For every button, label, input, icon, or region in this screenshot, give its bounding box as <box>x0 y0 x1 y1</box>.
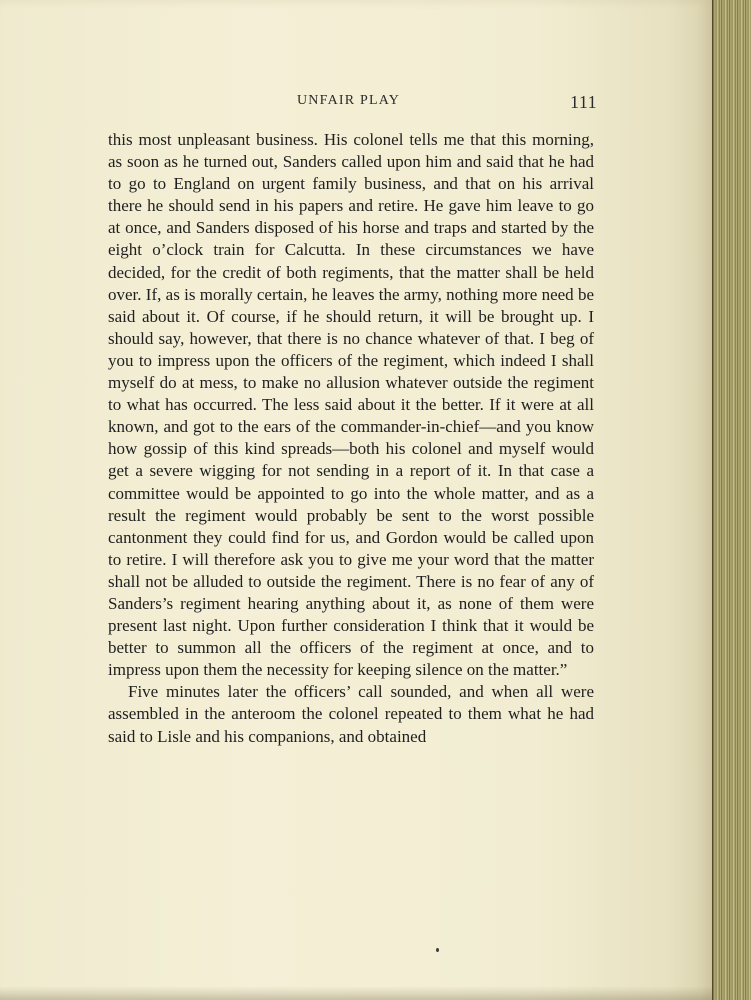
page-bottom-shadow <box>0 986 712 1000</box>
body-text <box>108 129 594 748</box>
page-number: 111 <box>570 92 598 112</box>
paragraph-next: Five minutes later the officers’ call sounded, and when all were assembled in the anteroom the colonel repeated to them what he had said to Lisle and his companions, and obtained <box>108 682 594 746</box>
running-head: UNFAIR PLAY <box>297 93 401 108</box>
paragraph-continued: this most unpleasant business. His colonel tells me that this morning, as soon as he turned out, Sanders called upon him and said that he had to go to England on urgent family business, and that on his arrival there he should send in his papers and retire. He gave him leave to go at once, and Sanders disposed of his horse and traps and started by the eight o’clock train for Calcutta. In these circumstances we have decided, for the credit of both regiments, that the matter shall be held over. If, as is morally certain, he leaves the army, nothing more need be said about it. Of course, if he should return, it will be brought up. I should say, however, that there is no chance whatever of that. I beg of you to impress upon the officers of the regiment, which indeed I shall myself do at mess, to make no allusion whatever outside the regiment to what has occurred. The less said about it the better. If it were at all known, and got to the ears of the commander-in-chief—and you know how gossip of this kind spreads—both his colonel and myself would get a severe wigging for not sending in a report of it. In that case a committee would be appointed to go into the whole matter, and as a result the regiment would probably be sent to the worst possible cantonment they could find for us, and Gordon would be called upon to retire. I will therefore ask you to give me your word that the matter shall not be alluded to outside the regiment. There is no fear of any of Sanders’s regiment hearing anything about it, as none of them were present last night. Upon further consideration I think that it would be better to summon all the officers of the regiment at once, and to impress upon them the necessity for keeping silence on the matter.” <box>108 130 594 680</box>
ink-speck <box>436 948 439 952</box>
book-page-edges <box>712 0 751 1000</box>
